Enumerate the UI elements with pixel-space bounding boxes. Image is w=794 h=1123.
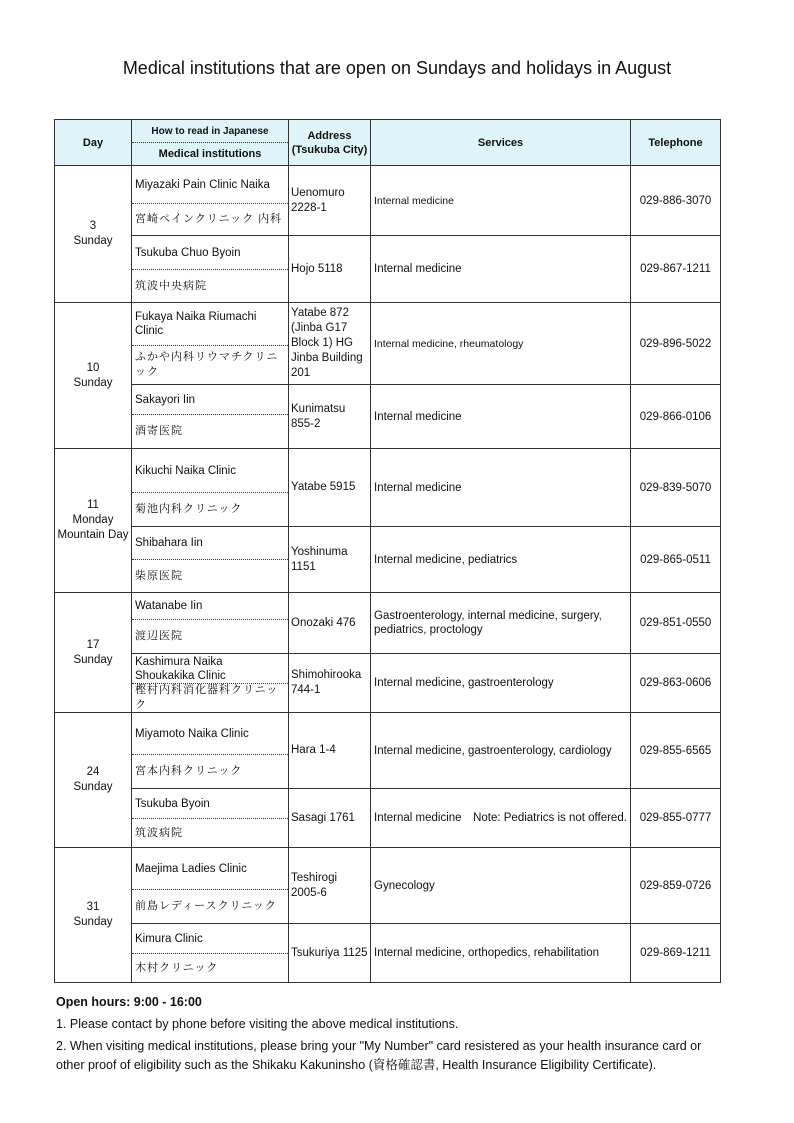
institution-name-en: Tsukuba Chuo Byoin xyxy=(132,236,288,270)
institution-name-ja: 柴原医院 xyxy=(135,569,183,582)
table-row xyxy=(55,713,721,789)
day-cell xyxy=(55,303,132,449)
institution-name-en: Shibahara Iin xyxy=(132,527,288,560)
address-cell: Onozaki 476 xyxy=(289,593,371,654)
services-cell: Internal medicine xyxy=(371,385,631,449)
day-num: 3 xyxy=(89,220,97,232)
table-row xyxy=(55,527,721,593)
telephone-cell: 029-896-5022 xyxy=(631,303,721,385)
table-row xyxy=(55,385,721,449)
institution-name-ja: 酒寄医院 xyxy=(135,425,183,437)
schedule-table xyxy=(54,119,721,983)
institution-cell xyxy=(132,303,289,385)
institution-cell xyxy=(132,789,289,848)
telephone-cell: 029-865-0511 xyxy=(631,527,721,593)
day-num: 17 xyxy=(86,638,100,651)
day-name: Sunday xyxy=(73,916,113,928)
day-num: 24 xyxy=(86,766,100,778)
institution-name-en: Sakayori Iin xyxy=(132,385,288,415)
telephone-cell: 029-869-1211 xyxy=(631,924,721,983)
address-cell: Hara 1-4 xyxy=(289,713,371,789)
institution-name-ja: ふかや内科リウマチクリニック xyxy=(135,351,279,378)
services-cell: Internal medicine, orthopedics, rehabilitation xyxy=(371,924,631,983)
institution-cell xyxy=(132,166,289,236)
institution-name-en: Miyamoto Naika Clinic xyxy=(132,713,288,755)
institution-name-ja: 渡辺医院 xyxy=(135,630,183,642)
address-cell: Shimohirooka 744-1 xyxy=(289,654,371,713)
institution-name-ja: 木村クリニック xyxy=(135,961,219,974)
institution-name-en: Kimura Clinic xyxy=(132,924,288,954)
address-cell: Yoshinuma 1151 xyxy=(289,527,371,593)
table-row xyxy=(55,166,721,236)
day-cell xyxy=(55,713,132,848)
day-name: Sunday xyxy=(73,235,113,247)
day-cell xyxy=(55,593,132,713)
table-row xyxy=(55,848,721,924)
institution-cell xyxy=(132,713,289,789)
institution-name-en: Maejima Ladies Clinic xyxy=(132,848,288,890)
institution-cell xyxy=(132,449,289,527)
telephone-cell: 029-855-0777 xyxy=(631,789,721,848)
day-extra: Mountain Day xyxy=(57,529,129,541)
telephone-cell: 029-859-0726 xyxy=(631,848,721,924)
header-services: Services xyxy=(371,120,631,166)
institution-name-ja: 筑波中央病院 xyxy=(135,279,207,292)
day-cell xyxy=(55,848,132,983)
header-telephone: Telephone xyxy=(631,120,721,166)
institution-cell xyxy=(132,593,289,654)
table-row xyxy=(55,789,721,848)
services-cell: Internal medicine, rheumatology xyxy=(371,303,631,385)
table-row xyxy=(55,654,721,713)
institution-name-ja: 菊池内科クリニック xyxy=(135,503,243,515)
open-hours: Open hours: 9:00 - 16:00 xyxy=(56,995,202,1009)
institution-name-ja: 宮本内科クリニック xyxy=(135,765,243,777)
day-cell xyxy=(55,449,132,593)
services-cell: Internal medicine, gastroenterology xyxy=(371,654,631,713)
table-header-row xyxy=(55,120,721,166)
table-row xyxy=(55,593,721,654)
header-how-to-read: How to read in Japanese xyxy=(132,120,288,143)
institution-name-ja: 宮崎ペインクリニック 内科 xyxy=(135,213,283,225)
day-num: 11 xyxy=(87,499,99,511)
day-name: Sunday xyxy=(73,376,113,389)
institution-cell xyxy=(132,848,289,924)
telephone-cell: 029-855-6565 xyxy=(631,713,721,789)
institution-name-ja: 前島レディースクリニック xyxy=(135,900,277,912)
telephone-cell: 029-866-0106 xyxy=(631,385,721,449)
telephone-cell: 029-867-1211 xyxy=(631,236,721,303)
notes-section xyxy=(56,993,726,1078)
note-1: 1. Please contact by phone before visiting the above medical institutions. xyxy=(56,1017,459,1031)
note-2: 2. When visiting medical institutions, please bring your "My Number" card resistered as your health insurance card or other proof of eligibility such as the Shikaku Kakuninsho (資格確認書, Health Insurance Eligibility Certificate). xyxy=(56,1039,702,1072)
day-cell xyxy=(55,166,132,303)
services-cell: Internal medicine Note: Pediatrics is not offered. xyxy=(371,789,631,848)
header-institutions xyxy=(132,120,289,166)
day-name: Sunday xyxy=(73,781,113,793)
address-cell: Yatabe 5915 xyxy=(289,449,371,527)
table-body xyxy=(55,166,721,983)
institution-name-en: Tsukuba Byoin xyxy=(132,789,288,819)
institution-cell xyxy=(132,236,289,303)
address-cell: Tsukuriya 1125 xyxy=(289,924,371,983)
table-row xyxy=(55,924,721,983)
table-row xyxy=(55,236,721,303)
address-cell: Uenomuro 2228-1 xyxy=(289,166,371,236)
telephone-cell: 029-839-5070 xyxy=(631,449,721,527)
address-cell: Sasagi 1761 xyxy=(289,789,371,848)
telephone-cell: 029-886-3070 xyxy=(631,166,721,236)
services-cell: Gastroenterology, internal medicine, surgery, pediatrics, proctology xyxy=(371,593,631,654)
day-num: 31 xyxy=(86,901,100,913)
institution-name-ja: 樫村内科消化器科クリニック xyxy=(135,684,279,711)
institution-name-en: Miyazaki Pain Clinic Naika xyxy=(132,166,288,204)
institution-name-en: Kikuchi Naika Clinic xyxy=(132,449,288,493)
institution-name-en: Fukaya Naika Riumachi Clinic xyxy=(132,303,288,346)
services-cell: Internal medicine xyxy=(371,449,631,527)
services-cell: Internal medicine, gastroenterology, cardiology xyxy=(371,713,631,789)
telephone-cell: 029-863-0606 xyxy=(631,654,721,713)
services-cell: Gynecology xyxy=(371,848,631,924)
institution-cell xyxy=(132,654,289,713)
telephone-cell: 029-851-0550 xyxy=(631,593,721,654)
day-name: Sunday xyxy=(73,653,113,666)
address-cell: Hojo 5118 xyxy=(289,236,371,303)
header-medical-institutions: Medical institutions xyxy=(158,148,262,160)
institution-cell xyxy=(132,924,289,983)
institution-cell xyxy=(132,527,289,593)
institution-name-en: Watanabe Iin xyxy=(132,593,288,620)
day-num: 10 xyxy=(86,361,100,374)
services-cell: Internal medicine xyxy=(371,236,631,303)
table-row xyxy=(55,449,721,527)
services-cell: Internal medicine xyxy=(371,166,631,236)
page-title: Medical institutions that are open on Sundays and holidays in August xyxy=(122,58,672,78)
day-name: Monday xyxy=(72,514,114,526)
header-day: Day xyxy=(55,120,132,166)
header-address: Address (Tsukuba City) xyxy=(289,120,371,166)
institution-cell xyxy=(132,385,289,449)
institution-name-en: Kashimura Naika Shoukakika Clinic xyxy=(132,654,288,684)
address-cell: Yatabe 872 (Jinba G17 Block 1) HG Jinba Building 201 xyxy=(289,303,371,385)
address-cell: Kunimatsu 855-2 xyxy=(289,385,371,449)
services-cell: Internal medicine, pediatrics xyxy=(371,527,631,593)
institution-name-ja: 筑波病院 xyxy=(135,826,183,839)
table-row xyxy=(55,303,721,385)
address-cell: Teshirogi 2005-6 xyxy=(289,848,371,924)
